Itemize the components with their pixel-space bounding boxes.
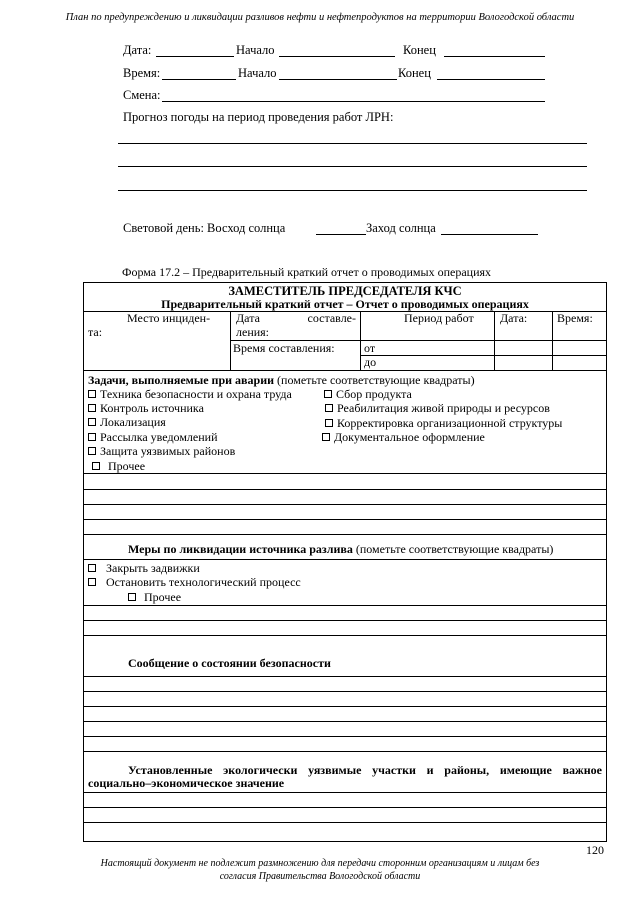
checkbox-icon[interactable] xyxy=(88,578,96,586)
measures-heading-bold: Меры по ликвидации источника разлива xyxy=(128,542,353,556)
end-label: Конец xyxy=(403,43,436,57)
forecast-label: Прогноз погоды на период проведения работ ЛРН: xyxy=(123,110,394,124)
shift-input-line[interactable] xyxy=(162,101,545,102)
tasks-heading xyxy=(88,374,475,387)
measure-label: Прочее xyxy=(144,590,182,604)
end-input-line[interactable] xyxy=(444,56,545,57)
eco-heading-line-1: Установленные экологически уязвимые участки и районы, имеющие важное xyxy=(128,763,602,777)
task-checkbox-wildlife-rehab[interactable] xyxy=(325,402,550,415)
task-label: Документальное оформление xyxy=(334,430,485,444)
eco-heading-line-2: социально–экономическое значение xyxy=(88,776,285,790)
task-checkbox-documentation[interactable] xyxy=(322,431,485,444)
task-label: Техника безопасности и охрана труда xyxy=(100,387,292,401)
task-label: Локализация xyxy=(100,415,166,429)
start-input-line[interactable] xyxy=(279,56,395,57)
tasks-heading-note: (пометьте соответствующие квадраты) xyxy=(277,373,475,387)
compile-date-label-2: ления: xyxy=(236,325,270,339)
footer-line-1: Настоящий документ не подлежит размножению для передачи сторонним организациям и лицам без xyxy=(100,858,540,869)
task-label: Защита уязвимых районов xyxy=(100,444,236,458)
time-col-label: Время: xyxy=(557,311,593,325)
sunset-label: Заход солнца xyxy=(366,221,436,235)
to-label: до xyxy=(364,355,377,369)
table-title: ЗАМЕСТИТЕЛЬ ПРЕДСЕДАТЕЛЯ КЧС xyxy=(228,284,462,298)
checkbox-icon[interactable] xyxy=(88,433,96,441)
forecast-line-3[interactable] xyxy=(118,190,587,191)
shift-label: Смена: xyxy=(123,88,161,102)
start-label: Начало xyxy=(236,43,275,57)
sunrise-input-line[interactable] xyxy=(316,234,366,235)
checkbox-icon[interactable] xyxy=(88,404,96,412)
checkbox-icon[interactable] xyxy=(88,418,96,426)
task-label: Реабилитация живой природы и ресурсов xyxy=(337,401,550,415)
incident-place-label-1: Место инциден- xyxy=(127,311,211,325)
compile-time-label: Время составления: xyxy=(233,341,335,355)
start2-input-line[interactable] xyxy=(279,79,397,80)
measure-checkbox-stop-process[interactable] xyxy=(88,576,301,589)
measure-label: Остановить технологический процесс xyxy=(106,575,301,589)
measure-checkbox-other[interactable] xyxy=(128,591,181,604)
date-col-label: Дата: xyxy=(500,311,528,325)
task-checkbox-other[interactable] xyxy=(92,460,145,473)
date-input-line[interactable] xyxy=(156,56,234,57)
task-checkbox-product-collection[interactable] xyxy=(324,388,412,401)
work-period-label: Период работ xyxy=(404,311,474,325)
task-label: Прочее xyxy=(108,459,146,473)
report-table xyxy=(83,282,607,842)
checkbox-icon[interactable] xyxy=(88,564,96,572)
checkbox-icon[interactable] xyxy=(325,419,333,427)
sunset-input-line[interactable] xyxy=(441,234,538,235)
task-checkbox-safety[interactable] xyxy=(88,388,292,401)
page-number: 120 xyxy=(586,843,604,857)
start2-label: Начало xyxy=(238,66,277,80)
checkbox-icon[interactable] xyxy=(92,462,100,470)
task-checkbox-vulnerable-areas[interactable] xyxy=(88,445,235,458)
measures-heading-note: (пометьте соответствующие квадраты) xyxy=(355,542,554,556)
task-label: Рассылка уведомлений xyxy=(100,430,218,444)
incident-place-label-2: та: xyxy=(88,325,103,339)
checkbox-icon[interactable] xyxy=(88,447,96,455)
checkbox-icon[interactable] xyxy=(324,390,332,398)
daylight-label: Световой день: Восход солнца xyxy=(123,221,286,235)
checkbox-icon[interactable] xyxy=(325,404,333,412)
task-checkbox-source-control[interactable] xyxy=(88,402,204,415)
time-input-line[interactable] xyxy=(162,79,236,80)
checkbox-icon[interactable] xyxy=(128,593,136,601)
forecast-line-2[interactable] xyxy=(118,166,587,167)
table-subtitle: Предварительный краткий отчет – Отчет о проводимых операциях xyxy=(161,297,529,311)
task-checkbox-localization[interactable] xyxy=(88,416,166,429)
measure-checkbox-close-valves[interactable] xyxy=(88,562,200,575)
compile-date-label-1: Дата составле- xyxy=(236,311,356,325)
task-label: Корректировка организационной структуры xyxy=(337,416,563,430)
tasks-heading-bold: Задачи, выполняемые при аварии xyxy=(88,373,275,387)
safety-heading: Сообщение о состоянии безопасности xyxy=(128,656,331,670)
forecast-line-1[interactable] xyxy=(118,143,587,144)
measure-label: Закрыть задвижки xyxy=(106,561,200,575)
from-label: от xyxy=(364,341,376,355)
task-label: Контроль источника xyxy=(100,401,204,415)
task-checkbox-org-structure[interactable] xyxy=(325,417,562,430)
end2-input-line[interactable] xyxy=(437,79,545,80)
checkbox-icon[interactable] xyxy=(88,390,96,398)
measures-heading xyxy=(128,543,553,556)
checkbox-icon[interactable] xyxy=(322,433,330,441)
footer-line-2: согласия Правительства Вологодской области xyxy=(219,871,421,882)
task-label: Сбор продукта xyxy=(336,387,412,401)
document-header: План по предупреждению и ликвидации разливов нефти и нефтепродуктов на территории Вологодской области xyxy=(65,12,575,23)
end2-label: Конец xyxy=(398,66,431,80)
task-checkbox-notifications[interactable] xyxy=(88,431,218,444)
time-label: Время: xyxy=(123,66,161,80)
date-label: Дата: xyxy=(123,43,152,57)
form-caption: Форма 17.2 – Предварительный краткий отчет о проводимых операциях xyxy=(122,265,492,279)
